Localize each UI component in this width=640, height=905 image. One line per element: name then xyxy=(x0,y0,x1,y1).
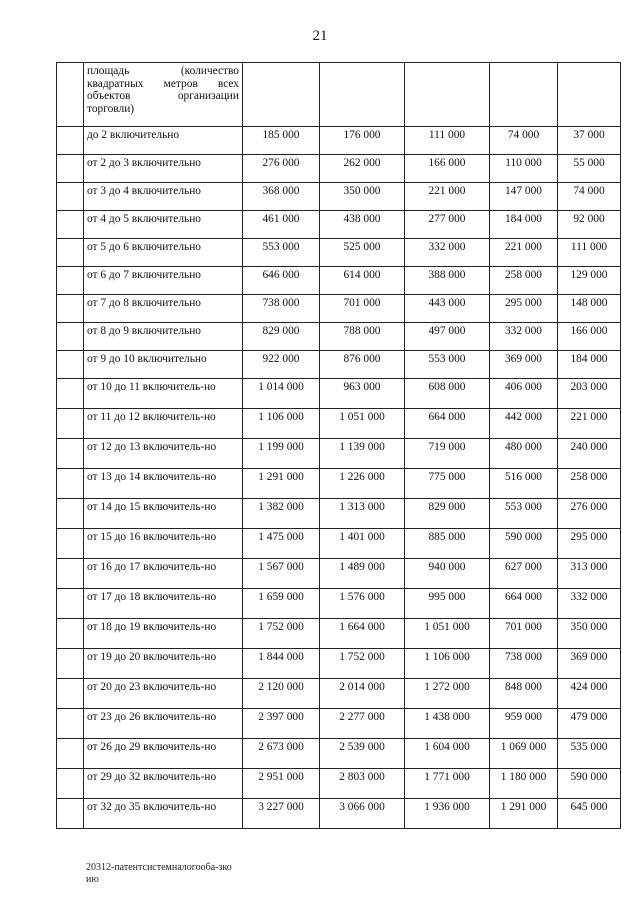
value-cell: 2 803 000 xyxy=(320,769,405,799)
value-cell: 276 000 xyxy=(558,499,621,529)
value-cell: 516 000 xyxy=(490,469,558,499)
value-cell: 166 000 xyxy=(405,155,490,183)
row-label: от 32 до 35 включитель-но xyxy=(84,799,243,829)
lead-cell xyxy=(57,351,84,379)
value-cell: 461 000 xyxy=(243,211,320,239)
table-row xyxy=(57,323,621,351)
value-cell: 350 000 xyxy=(558,619,621,649)
value-cell: 221 000 xyxy=(558,409,621,439)
value-cell: 295 000 xyxy=(490,295,558,323)
table-row xyxy=(57,155,621,183)
value-cell: 553 000 xyxy=(243,239,320,267)
row-label: от 23 до 26 включитель-но xyxy=(84,709,243,739)
value-cell: 332 000 xyxy=(558,589,621,619)
value-cell: 221 000 xyxy=(405,183,490,211)
row-label: от 11 до 12 включитель-но xyxy=(84,409,243,439)
value-cell: 775 000 xyxy=(405,469,490,499)
value-cell: 332 000 xyxy=(405,239,490,267)
table-row xyxy=(57,409,621,439)
value-cell: 369 000 xyxy=(558,649,621,679)
value-cell: 258 000 xyxy=(490,267,558,295)
lead-cell xyxy=(57,769,84,799)
row-label: от 16 до 17 включитель-но xyxy=(84,559,243,589)
lead-cell xyxy=(57,799,84,829)
value-cell: 646 000 xyxy=(243,267,320,295)
value-cell: 184 000 xyxy=(490,211,558,239)
value-cell: 480 000 xyxy=(490,439,558,469)
row-label: от 18 до 19 включитель-но xyxy=(84,619,243,649)
header-label-cell xyxy=(84,63,243,127)
header-empty-cell xyxy=(490,63,558,127)
table-row xyxy=(57,589,621,619)
table-row xyxy=(57,211,621,239)
value-cell: 442 000 xyxy=(490,409,558,439)
value-cell: 885 000 xyxy=(405,529,490,559)
table-row xyxy=(57,559,621,589)
row-label: от 2 до 3 включительно xyxy=(84,155,243,183)
value-cell: 1 106 000 xyxy=(405,649,490,679)
table-row xyxy=(57,649,621,679)
row-label: от 12 до 13 включитель-но xyxy=(84,439,243,469)
table-header-row xyxy=(57,63,621,127)
row-label: от 17 до 18 включитель-но xyxy=(84,589,243,619)
table-row xyxy=(57,739,621,769)
lead-cell xyxy=(57,295,84,323)
value-cell: 995 000 xyxy=(405,589,490,619)
value-cell: 240 000 xyxy=(558,439,621,469)
value-cell: 1 139 000 xyxy=(320,439,405,469)
value-cell: 1 226 000 xyxy=(320,469,405,499)
value-cell: 2 539 000 xyxy=(320,739,405,769)
value-cell: 535 000 xyxy=(558,739,621,769)
value-cell: 940 000 xyxy=(405,559,490,589)
value-cell: 184 000 xyxy=(558,351,621,379)
value-cell: 369 000 xyxy=(490,351,558,379)
value-cell: 111 000 xyxy=(405,127,490,155)
value-cell: 479 000 xyxy=(558,709,621,739)
lead-cell xyxy=(57,63,84,127)
lead-cell xyxy=(57,211,84,239)
value-cell: 590 000 xyxy=(558,769,621,799)
value-cell: 368 000 xyxy=(243,183,320,211)
table-row xyxy=(57,295,621,323)
lead-cell xyxy=(57,155,84,183)
row-label: от 4 до 5 включительно xyxy=(84,211,243,239)
value-cell: 1 771 000 xyxy=(405,769,490,799)
table-row xyxy=(57,769,621,799)
value-cell: 166 000 xyxy=(558,323,621,351)
value-cell: 1 844 000 xyxy=(243,649,320,679)
value-cell: 553 000 xyxy=(490,499,558,529)
value-cell: 262 000 xyxy=(320,155,405,183)
value-cell: 1 475 000 xyxy=(243,529,320,559)
value-cell: 1 382 000 xyxy=(243,499,320,529)
value-cell: 276 000 xyxy=(243,155,320,183)
value-cell: 147 000 xyxy=(490,183,558,211)
lead-cell xyxy=(57,267,84,295)
row-label: от 20 до 23 включитель-но xyxy=(84,679,243,709)
header-empty-cell xyxy=(405,63,490,127)
lead-cell xyxy=(57,409,84,439)
table-row xyxy=(57,379,621,409)
value-cell: 424 000 xyxy=(558,679,621,709)
row-label: от 9 до 10 включительно xyxy=(84,351,243,379)
row-label: от 15 до 16 включитель-но xyxy=(84,529,243,559)
value-cell: 497 000 xyxy=(405,323,490,351)
row-label: от 26 до 29 включитель-но xyxy=(84,739,243,769)
value-cell: 1 313 000 xyxy=(320,499,405,529)
lead-cell xyxy=(57,679,84,709)
value-cell: 829 000 xyxy=(243,323,320,351)
table-row xyxy=(57,439,621,469)
value-cell: 1 401 000 xyxy=(320,529,405,559)
value-cell: 922 000 xyxy=(243,351,320,379)
value-cell: 664 000 xyxy=(490,589,558,619)
value-cell: 788 000 xyxy=(320,323,405,351)
row-label: от 5 до 6 включительно xyxy=(84,239,243,267)
footer-filename xyxy=(86,862,232,886)
value-cell: 1 051 000 xyxy=(405,619,490,649)
value-cell: 1 664 000 xyxy=(320,619,405,649)
value-cell: 664 000 xyxy=(405,409,490,439)
page-number: 21 xyxy=(312,28,328,44)
value-cell: 313 000 xyxy=(558,559,621,589)
value-cell: 2 014 000 xyxy=(320,679,405,709)
value-cell: 963 000 xyxy=(320,379,405,409)
table-row xyxy=(57,469,621,499)
value-cell: 608 000 xyxy=(405,379,490,409)
value-cell: 55 000 xyxy=(558,155,621,183)
row-label: от 14 до 15 включитель-но xyxy=(84,499,243,529)
value-cell: 848 000 xyxy=(490,679,558,709)
value-cell: 406 000 xyxy=(490,379,558,409)
lead-cell xyxy=(57,619,84,649)
value-cell: 1 567 000 xyxy=(243,559,320,589)
value-cell: 438 000 xyxy=(320,211,405,239)
lead-cell xyxy=(57,469,84,499)
value-cell: 203 000 xyxy=(558,379,621,409)
value-cell: 1 272 000 xyxy=(405,679,490,709)
lead-cell xyxy=(57,649,84,679)
value-cell: 701 000 xyxy=(490,619,558,649)
lead-cell xyxy=(57,323,84,351)
value-cell: 148 000 xyxy=(558,295,621,323)
row-label: от 19 до 20 включитель-но xyxy=(84,649,243,679)
value-cell: 719 000 xyxy=(405,439,490,469)
value-cell: 738 000 xyxy=(243,295,320,323)
value-cell: 1 489 000 xyxy=(320,559,405,589)
value-cell: 1 069 000 xyxy=(490,739,558,769)
lead-cell xyxy=(57,379,84,409)
value-cell: 221 000 xyxy=(490,239,558,267)
value-cell: 738 000 xyxy=(490,649,558,679)
value-cell: 176 000 xyxy=(320,127,405,155)
value-cell: 1 180 000 xyxy=(490,769,558,799)
table-row xyxy=(57,529,621,559)
table-row xyxy=(57,239,621,267)
value-cell: 37 000 xyxy=(558,127,621,155)
table-row xyxy=(57,679,621,709)
lead-cell xyxy=(57,739,84,769)
value-cell: 701 000 xyxy=(320,295,405,323)
value-cell: 443 000 xyxy=(405,295,490,323)
lead-cell xyxy=(57,559,84,589)
value-cell: 129 000 xyxy=(558,267,621,295)
value-cell: 185 000 xyxy=(243,127,320,155)
value-cell: 1 604 000 xyxy=(405,739,490,769)
value-cell: 258 000 xyxy=(558,469,621,499)
row-label: от 7 до 8 включительно xyxy=(84,295,243,323)
value-cell: 388 000 xyxy=(405,267,490,295)
value-cell: 2 120 000 xyxy=(243,679,320,709)
value-cell: 1 014 000 xyxy=(243,379,320,409)
header-empty-cell xyxy=(243,63,320,127)
value-cell: 590 000 xyxy=(490,529,558,559)
value-cell: 1 752 000 xyxy=(320,649,405,679)
value-cell: 627 000 xyxy=(490,559,558,589)
lead-cell xyxy=(57,589,84,619)
value-cell: 350 000 xyxy=(320,183,405,211)
lead-cell xyxy=(57,499,84,529)
header-empty-cell xyxy=(320,63,405,127)
tax-rate-table xyxy=(56,62,621,829)
table-row xyxy=(57,499,621,529)
value-cell: 1 106 000 xyxy=(243,409,320,439)
value-cell: 553 000 xyxy=(405,351,490,379)
row-label: до 2 включительно xyxy=(84,127,243,155)
footer-line-1: 20312-патентсистемналогооба-зко xyxy=(86,862,232,873)
value-cell: 110 000 xyxy=(490,155,558,183)
value-cell: 876 000 xyxy=(320,351,405,379)
value-cell: 614 000 xyxy=(320,267,405,295)
value-cell: 74 000 xyxy=(558,183,621,211)
row-label: от 29 до 32 включитель-но xyxy=(84,769,243,799)
row-label: от 6 до 7 включительно xyxy=(84,267,243,295)
value-cell: 2 397 000 xyxy=(243,709,320,739)
value-cell: 1 438 000 xyxy=(405,709,490,739)
lead-cell xyxy=(57,529,84,559)
lead-cell xyxy=(57,183,84,211)
value-cell: 2 673 000 xyxy=(243,739,320,769)
value-cell: 295 000 xyxy=(558,529,621,559)
lead-cell xyxy=(57,239,84,267)
value-cell: 829 000 xyxy=(405,499,490,529)
value-cell: 1 199 000 xyxy=(243,439,320,469)
lead-cell xyxy=(57,439,84,469)
value-cell: 959 000 xyxy=(490,709,558,739)
value-cell: 2 277 000 xyxy=(320,709,405,739)
value-cell: 3 227 000 xyxy=(243,799,320,829)
value-cell: 1 936 000 xyxy=(405,799,490,829)
table-row xyxy=(57,267,621,295)
value-cell: 1 291 000 xyxy=(243,469,320,499)
table-row xyxy=(57,619,621,649)
row-label: от 8 до 9 включительно xyxy=(84,323,243,351)
row-label: от 3 до 4 включительно xyxy=(84,183,243,211)
table-row xyxy=(57,709,621,739)
footer-line-2: ию xyxy=(86,874,99,885)
value-cell: 74 000 xyxy=(490,127,558,155)
value-cell: 3 066 000 xyxy=(320,799,405,829)
value-cell: 111 000 xyxy=(558,239,621,267)
value-cell: 1 752 000 xyxy=(243,619,320,649)
header-text: площадь (количество квадратных метров всех объектов организации торговли) xyxy=(87,65,239,115)
lead-cell xyxy=(57,127,84,155)
row-label: от 13 до 14 включитель-но xyxy=(84,469,243,499)
lead-cell xyxy=(57,709,84,739)
row-label: от 10 до 11 включитель-но xyxy=(84,379,243,409)
table-row xyxy=(57,183,621,211)
header-empty-cell xyxy=(558,63,621,127)
value-cell: 525 000 xyxy=(320,239,405,267)
value-cell: 1 576 000 xyxy=(320,589,405,619)
table-body xyxy=(57,63,621,829)
value-cell: 1 291 000 xyxy=(490,799,558,829)
value-cell: 277 000 xyxy=(405,211,490,239)
table-row xyxy=(57,127,621,155)
value-cell: 92 000 xyxy=(558,211,621,239)
value-cell: 332 000 xyxy=(490,323,558,351)
value-cell: 2 951 000 xyxy=(243,769,320,799)
value-cell: 1 659 000 xyxy=(243,589,320,619)
table-row xyxy=(57,351,621,379)
table-row xyxy=(57,799,621,829)
value-cell: 1 051 000 xyxy=(320,409,405,439)
value-cell: 645 000 xyxy=(558,799,621,829)
